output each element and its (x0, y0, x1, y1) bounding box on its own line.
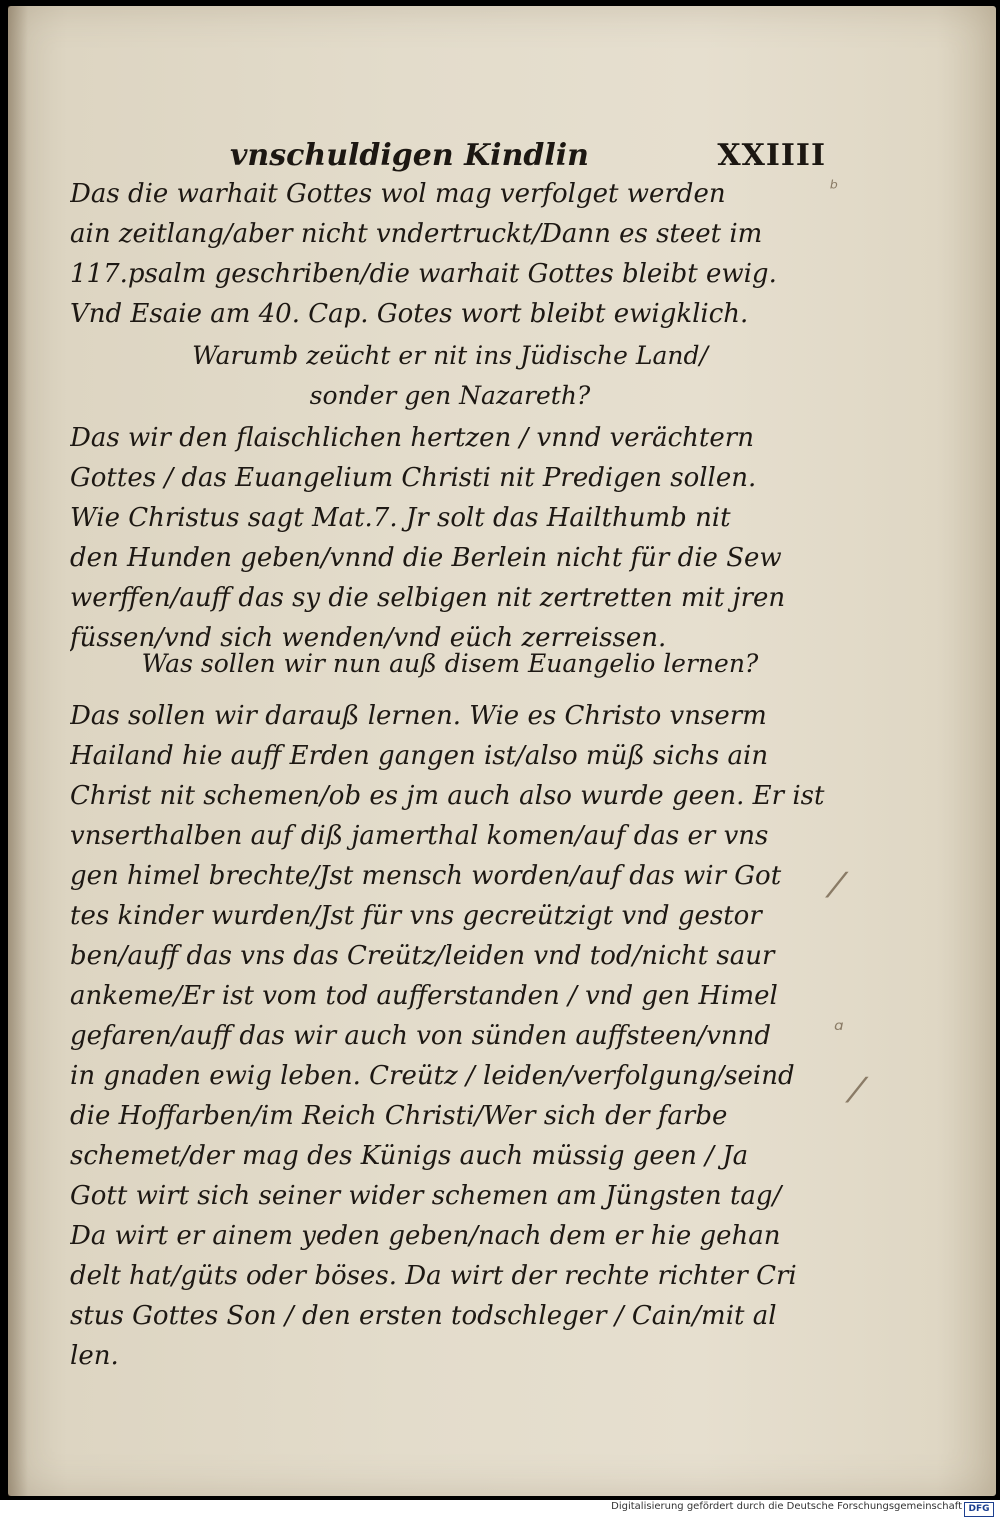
text-line: Hailand hie auff Erden gangen ist/also müß sichs ain (70, 741, 769, 771)
paragraph-3 (70, 696, 830, 1376)
margin-annotation-mark: ᵅ (834, 1016, 844, 1044)
text-line: stus Gottes Son / den ersten todschleger / Cain/mit al (70, 1301, 777, 1331)
section-heading-1 (70, 336, 830, 416)
text-line: Das wir den flaischlichen hertzen / vnnd verächtern (70, 423, 754, 453)
heading-line: Warumb zeücht er nit ins Jüdische Land/ (192, 341, 708, 370)
heading-line: Was sollen wir nun auß disem Euangelio lernen? (141, 649, 759, 678)
paragraph-1 (70, 174, 830, 334)
text-line: len. (70, 1341, 119, 1371)
text-line: ben/auff das vns das Creütz/leiden vnd tod/nicht saur (70, 941, 775, 971)
running-title: vnschuldigen Kindlin (230, 138, 589, 173)
text-line: Gott wirt sich seiner wider schemen am Jüngsten tag/ (70, 1181, 782, 1211)
text-line: Gottes / das Euangelium Christi nit Predigen sollen. (70, 463, 757, 493)
text-line: die Hoffarben/im Reich Christi/Wer sich der farbe (70, 1101, 728, 1131)
text-line: ain zeitlang/aber nicht vndertruckt/Dann es steet im (70, 219, 763, 249)
dfg-logo: DFG (964, 1502, 994, 1517)
text-line: 117.psalm geschriben/die warhait Gottes bleibt ewig. (70, 259, 777, 289)
margin-annotation-mark: ⁄ (834, 866, 840, 906)
margin-annotation-mark: ⁄ (854, 1071, 860, 1111)
text-line: werffen/auff das sy die selbigen nit zertretten mit jren (70, 583, 786, 613)
text-line: den Hunden geben/vnnd die Berlein nicht für die Sew (70, 543, 782, 573)
text-line: gefaren/auff das wir auch von sünden auffsteen/vnnd (70, 1021, 772, 1051)
paragraph-2 (70, 418, 830, 658)
section-heading-2 (70, 644, 830, 684)
text-line: Das die warhait Gottes wol mag verfolget werden (70, 179, 726, 209)
text-line: ankeme/Er ist vom tod aufferstanden / vnd gen Himel (70, 981, 778, 1011)
book-page (8, 6, 996, 1496)
text-line: Christ nit schemen/ob es jm auch also wurde geen. Er ist (70, 781, 825, 811)
text-line: in gnaden ewig leben. Creütz / leiden/verfolgung/seind (70, 1061, 795, 1091)
heading-line: sonder gen Nazareth? (309, 381, 591, 410)
text-line: tes kinder wurden/Jst für vns gecreützigt vnd gestor (70, 901, 762, 931)
folio-number: XXIIII (717, 138, 826, 173)
text-line: Vnd Esaie am 40. Cap. Gotes wort bleibt ewigklich. (70, 299, 749, 329)
text-line: Wie Christus sagt Mat.7. Jr solt das Hailthumb nit (70, 503, 731, 533)
text-line: füssen/vnd sich wenden/vnd eüch zerreissen. (70, 623, 667, 653)
digitization-footer (0, 1500, 1000, 1518)
text-line: gen himel brechte/Jst mensch worden/auf das wir Got (70, 861, 782, 891)
text-line: delt hat/güts oder böses. Da wirt der rechte richter Cri (70, 1261, 797, 1291)
text-line: Da wirt er ainem yeden geben/nach dem er hie gehan (70, 1221, 781, 1251)
text-line: Das sollen wir darauß lernen. Wie es Christo vnserm (70, 701, 767, 731)
text-line: vnserthalben auf diß jamerthal komen/auf das er vns (70, 821, 769, 851)
text-line: schemet/der mag des Künigs auch müssig geen / Ja (70, 1141, 749, 1171)
footer-credit: Digitalisierung gefördert durch die Deutsche Forschungsgemeinschaft (611, 1501, 962, 1512)
margin-annotation-mark: ᵇ (830, 176, 839, 200)
